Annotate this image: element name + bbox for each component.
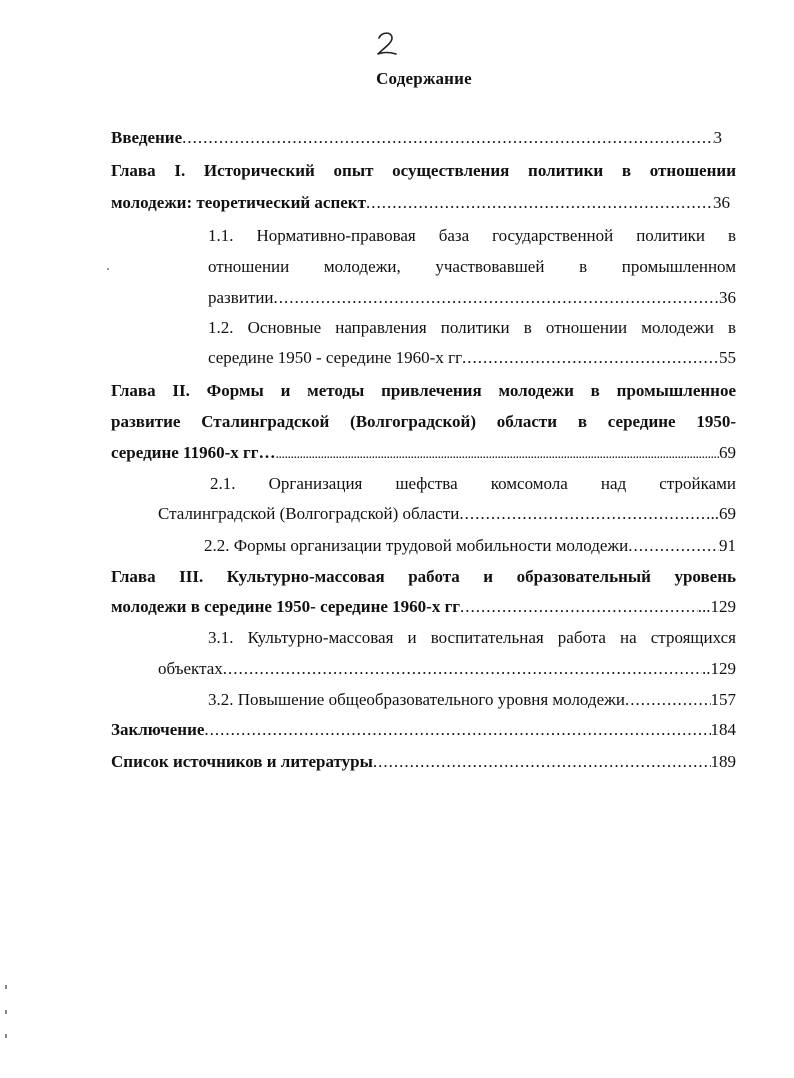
toc-entry-section1-1-page: 36 [719, 288, 736, 307]
toc-entry-chapter3-page: ...129 [697, 597, 736, 616]
toc-entry-section1-1-line1: 1.1. Нормативно-правовая база государственной политики в [208, 226, 736, 245]
toc-leader-dots [460, 597, 698, 617]
toc-entry-chapter2-line3 [111, 443, 736, 465]
toc-entry-section2-1-label: Сталинградской (Волгоградской) области [158, 504, 460, 523]
toc-entry-section2-1-line1: 2.1. Организация шефства комсомола над стройками [210, 474, 736, 493]
toc-leader-dots [459, 504, 710, 524]
toc-leader-dots [366, 193, 713, 213]
page-title: Содержание [376, 69, 472, 88]
toc-entry-chapter3-line2 [111, 597, 736, 617]
toc-entry-intro-label: Введение [111, 128, 183, 147]
toc-leader-dots [274, 288, 719, 308]
toc-entry-chapter1-line1: Глава I. Исторический опыт осуществления политики в отношении [111, 161, 736, 180]
toc-entry-section3-2-page: 157 [710, 690, 736, 709]
toc-entry-chapter1-line2 [111, 193, 730, 213]
toc-leader-dots [223, 659, 702, 679]
toc-leader-dots [182, 128, 713, 148]
toc-entry-section2-1-line2 [158, 504, 736, 524]
toc-entry-section1-2-page: 55 [719, 348, 736, 367]
toc-entry-chapter2-line2: развитие Сталинградской (Волгоградской) области в середине 1950- [111, 412, 736, 431]
scan-edge-mark [5, 1010, 7, 1014]
toc-entry-chapter2-label: середине 11960-х гг… [111, 443, 276, 462]
toc-entry-section3-1-line1: 3.1. Культурно-массовая и воспитательная работа на строящихся [208, 628, 736, 647]
toc-entry-chapter1-page: 36 [713, 193, 730, 212]
toc-entry-section1-2-line1: 1.2. Основные направления политики в отношении молодежи в [208, 318, 736, 337]
toc-entry-intro [111, 128, 722, 148]
toc-entry-section3-2-label: 3.2. Повышение общеобразовательного уровня молодежи [208, 690, 625, 709]
toc-entry-conclusion-page: 184 [710, 720, 736, 739]
toc-entry-sources-label: Список источников и литературы [111, 752, 373, 771]
toc-leader-dots [373, 752, 711, 772]
toc-entry-conclusion-label: Заключение [111, 720, 205, 739]
handwritten-page-number [372, 30, 402, 58]
toc-leader-dots [625, 690, 711, 710]
scan-edge-mark [5, 1034, 7, 1038]
toc-entry-section1-2-line2 [208, 348, 736, 368]
toc-entry-chapter2-line1: Глава II. Формы и методы привлечения молодежи в промышленное [111, 381, 736, 400]
toc-entry-section3-1-line2 [158, 659, 736, 679]
toc-entry-conclusion [111, 720, 736, 740]
toc-leader-dots [628, 536, 719, 556]
toc-entry-section2-2-page: 91 [719, 536, 736, 555]
toc-entry-chapter3-label: молодежи в середине 1950- середине 1960-х гг [111, 597, 461, 616]
toc-leader-dots [204, 720, 710, 740]
toc-entry-sources-page: 189 [710, 752, 736, 771]
toc-leader-dots [462, 348, 719, 368]
toc-entry-section3-1-label: объектах [158, 659, 223, 678]
toc-entry-section2-2-label: 2.2. Формы организации трудовой мобильности молодежи [204, 536, 629, 555]
toc-entry-section1-1-line3 [208, 288, 736, 308]
toc-entry-chapter1-label: молодежи: теоретический аспект [111, 193, 366, 212]
toc-leader-dots [275, 445, 719, 465]
toc-entry-section2-1-page: ..69 [710, 504, 736, 523]
toc-entry-section3-1-page: ..129 [702, 659, 736, 678]
toc-entry-section2-2 [204, 536, 736, 556]
toc-entry-section1-1-line2: отношении молодежи, участвовавшей в промышленном [208, 257, 736, 276]
toc-entry-chapter3-line1: Глава III. Культурно-массовая работа и образовательный уровень [111, 567, 736, 586]
toc-entry-section3-2 [208, 690, 736, 710]
scan-speck [107, 268, 109, 270]
scan-edge-mark [5, 985, 7, 989]
toc-entry-section1-2-label: середине 1950 - середине 1960-х гг [208, 348, 463, 367]
toc-entry-sources [111, 752, 736, 772]
toc-entry-intro-page: 3 [713, 128, 722, 147]
toc-entry-section1-1-label: развитии [208, 288, 274, 307]
toc-entry-chapter2-page: 69 [719, 443, 736, 462]
